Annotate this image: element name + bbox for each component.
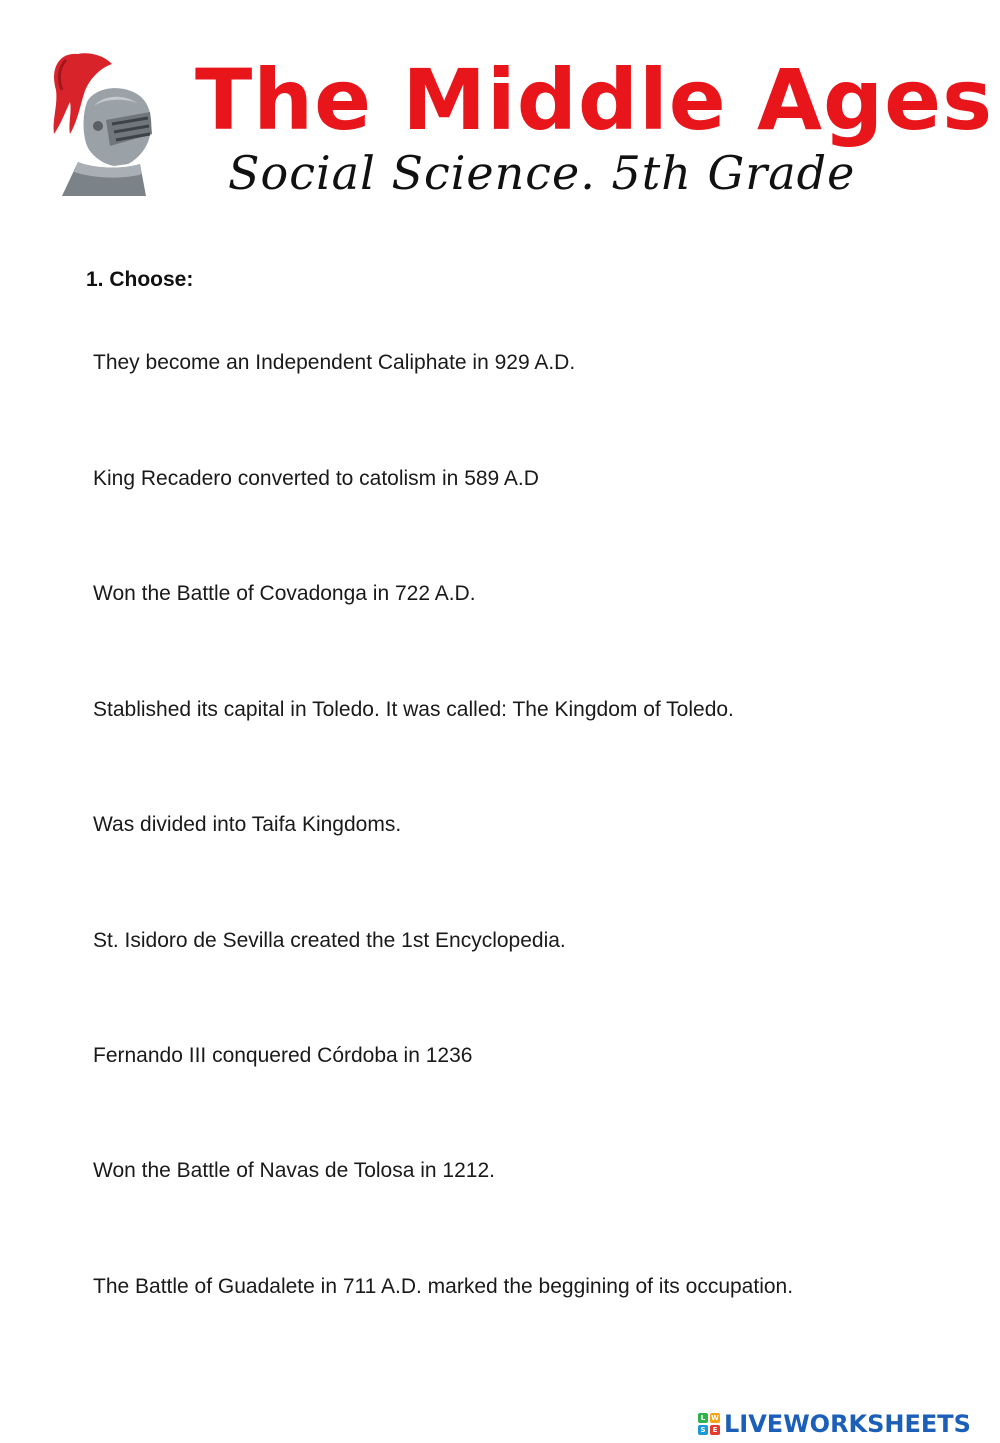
- exercise-item: Stablished its capital in Toledo. It was called: The Kingdom of Toledo.: [93, 698, 734, 721]
- exercise-item: St. Isidoro de Sevilla created the 1st Encyclopedia.: [93, 929, 566, 952]
- exercise-item: They become an Independent Caliphate in 929 A.D.: [93, 351, 576, 374]
- logo-block: L: [698, 1413, 708, 1423]
- page-title: The Middle Ages: [195, 51, 994, 149]
- liveworksheets-logo[interactable]: [698, 1409, 971, 1439]
- page-subtitle: Social Science. 5th Grade: [228, 146, 856, 200]
- knight-helmet-icon: [48, 50, 158, 202]
- liveworksheets-logo-icon: [698, 1413, 720, 1435]
- logo-text: LIVEWORKSHEETS: [724, 1410, 971, 1438]
- worksheet-header: [0, 0, 1000, 230]
- logo-block: E: [710, 1425, 720, 1435]
- exercise-heading: 1. Choose:: [86, 268, 194, 291]
- exercise-item: The Battle of Guadalete in 711 A.D. marked the beggining of its occupation.: [93, 1275, 794, 1298]
- exercise-item: King Recadero converted to catolism in 589 A.D: [93, 467, 539, 490]
- exercise-item: Was divided into Taifa Kingdoms.: [93, 813, 402, 836]
- logo-block: W: [711, 1414, 719, 1422]
- logo-block: S: [698, 1425, 708, 1435]
- exercise-item: Fernando III conquered Córdoba in 1236: [93, 1044, 473, 1067]
- exercise-item: Won the Battle of Covadonga in 722 A.D.: [93, 582, 476, 605]
- exercise-item: Won the Battle of Navas de Tolosa in 1212.: [93, 1159, 495, 1182]
